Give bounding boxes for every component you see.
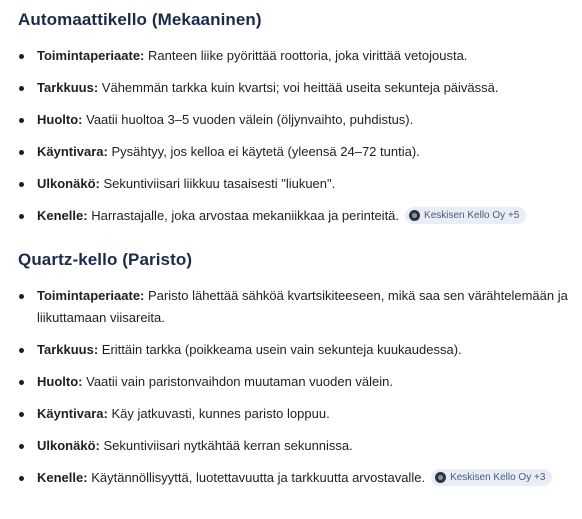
bullet-icon — [19, 86, 24, 91]
bullet-icon — [19, 348, 24, 353]
bullet-icon — [19, 294, 24, 299]
section-title-automatic: Automaattikello (Mekaaninen) — [18, 10, 262, 29]
item-term: Kenelle: — [37, 208, 88, 223]
source-chip-label: Keskisen Kello Oy +5 — [424, 210, 520, 222]
quartz-feature-list — [18, 285, 570, 489]
item-text: Erittäin tarkka (poikkeama usein vain sekunteja kuukaudessa). — [101, 342, 462, 357]
item-text: Sekuntiviisari nytkähtää kerran sekunnissa. — [103, 438, 353, 453]
list-item — [18, 403, 570, 425]
bullet-icon — [19, 444, 24, 449]
bullet-icon — [19, 214, 24, 219]
item-term: Kenelle: — [37, 470, 88, 485]
item-text: Vähemmän tarkka kuin kvartsi; voi heittää useita sekunteja päivässä. — [101, 80, 499, 95]
list-item — [18, 141, 570, 163]
item-term: Toimintaperiaate: — [37, 288, 145, 303]
list-item — [18, 285, 570, 329]
source-chip-label: Keskisen Kello Oy +3 — [450, 472, 546, 484]
bullet-icon — [19, 182, 24, 187]
source-logo-icon — [409, 210, 420, 221]
item-term: Käyntivara: — [37, 406, 108, 421]
source-chip[interactable] — [431, 469, 552, 486]
bullet-icon — [19, 412, 24, 417]
item-term: Ulkonäkö: — [37, 438, 100, 453]
item-text: Harrastajalle, joka arvostaa mekaniikkaa ja perinteitä. — [91, 208, 400, 223]
list-item — [18, 109, 570, 131]
item-text: Käy jatkuvasti, kunnes paristo loppuu. — [111, 406, 330, 421]
item-text: Paristo lähettää sähköä kvartsikiteeseen, mikä saa sen värähtelemään ja liikuttamaan viisareita. — [37, 288, 568, 325]
source-chip[interactable] — [405, 207, 526, 224]
item-term: Huolto: — [37, 374, 83, 389]
list-item — [18, 77, 570, 99]
item-text: Vaatii vain paristonvaihdon muutaman vuoden välein. — [86, 374, 394, 389]
item-text: Pysähtyy, jos kelloa ei käytetä (yleensä 24–72 tuntia). — [111, 144, 420, 159]
bullet-icon — [19, 476, 24, 481]
bullet-icon — [19, 118, 24, 123]
list-item — [18, 45, 570, 67]
item-term: Käyntivara: — [37, 144, 108, 159]
item-text: Sekuntiviisari liikkuu tasaisesti "liukuen". — [103, 176, 336, 191]
list-item — [18, 467, 570, 489]
source-logo-icon — [435, 472, 446, 483]
bullet-icon — [19, 54, 24, 59]
automatic-feature-list — [18, 45, 570, 227]
item-term: Tarkkuus: — [37, 342, 99, 357]
list-item — [18, 339, 570, 361]
item-term: Huolto: — [37, 112, 83, 127]
bullet-icon — [19, 380, 24, 385]
list-item — [18, 435, 570, 457]
item-text: Ranteen liike pyörittää roottoria, joka virittää vetojousta. — [148, 48, 468, 63]
item-text: Käytännöllisyyttä, luotettavuutta ja tarkkuutta arvostavalle. — [91, 470, 426, 485]
item-text: Vaatii huoltoa 3–5 vuoden välein (öljynvaihto, puhdistus). — [86, 112, 414, 127]
list-item — [18, 371, 570, 393]
item-term: Toimintaperiaate: — [37, 48, 145, 63]
section-title-quartz: Quartz-kello (Paristo) — [18, 250, 193, 269]
item-term: Ulkonäkö: — [37, 176, 100, 191]
item-term: Tarkkuus: — [37, 80, 99, 95]
list-item — [18, 205, 570, 227]
bullet-icon — [19, 150, 24, 155]
list-item — [18, 173, 570, 195]
